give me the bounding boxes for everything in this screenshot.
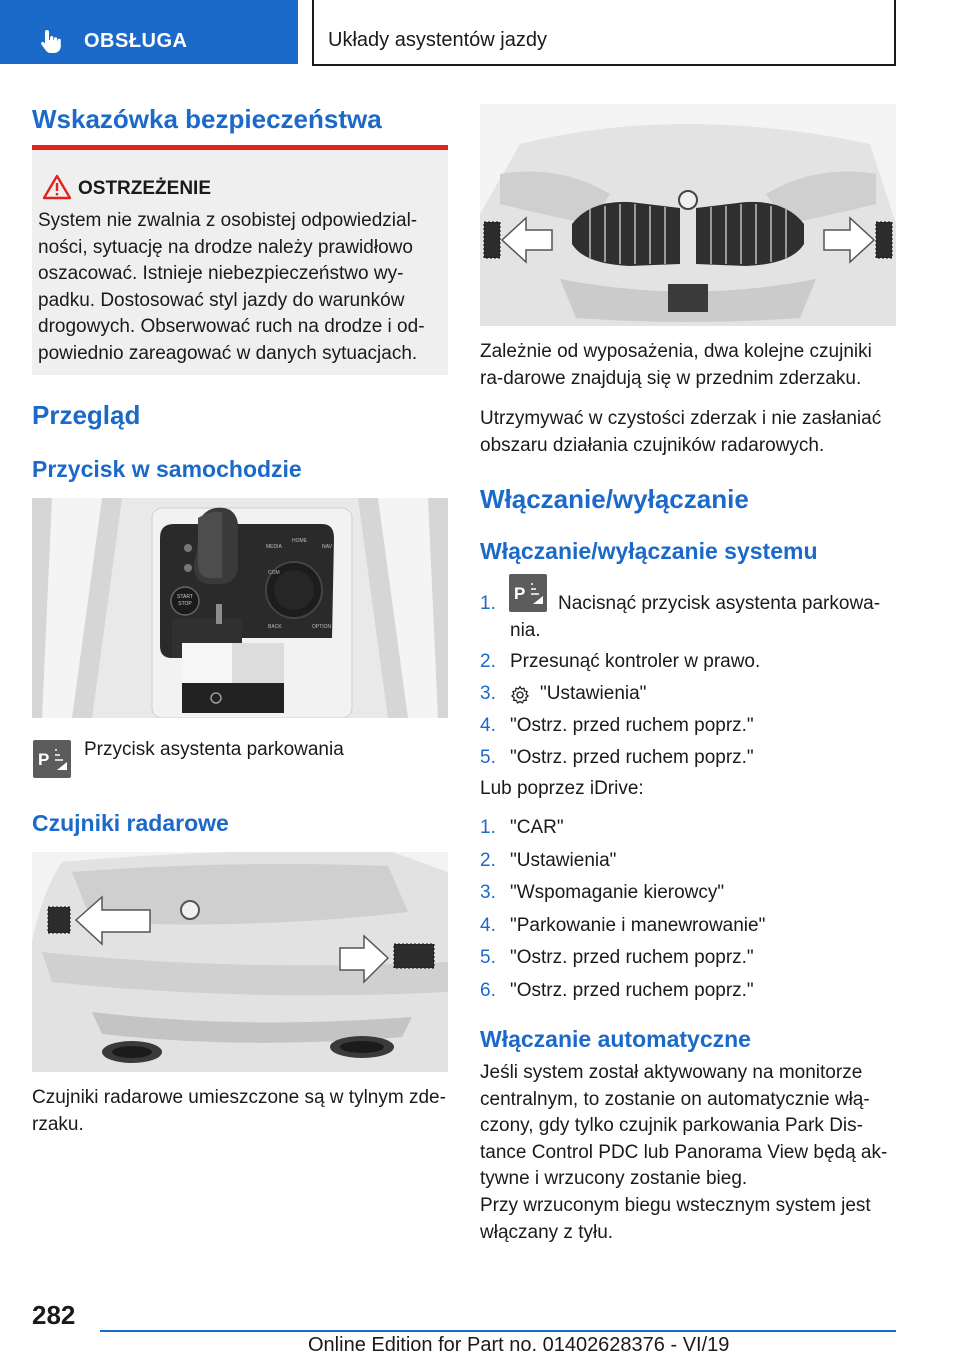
list-item	[480, 649, 900, 676]
chapter-title: Układy asystentów jazdy	[328, 29, 547, 51]
svg-text:OPTION: OPTION	[312, 624, 332, 630]
page-number: 282	[32, 1300, 76, 1330]
step-number: 4.	[480, 715, 496, 736]
rear-bumper-photo	[32, 852, 448, 1072]
front-caption: Zależnie od wyposażenia, dwa kolejne czujniki ra-darowe znajdują się w przednim zderzaku.	[480, 341, 872, 389]
overview-heading: Przegląd	[32, 400, 141, 430]
clean-text: Utrzymywać w czystości zderzak i nie zasłaniać obszaru działania czujników radarowych.	[480, 408, 882, 456]
step-number: 2.	[480, 651, 496, 672]
safety-heading: Wskazówka bezpieczeństwa	[32, 104, 382, 134]
step-text: "Ostrz. przed ruchem poprz."	[510, 979, 754, 1001]
list-item	[480, 681, 900, 708]
step-text: "Wspomaganie kierowcy"	[510, 882, 725, 903]
list-item	[480, 880, 900, 913]
button-caption: Przycisk asystenta parkowania	[84, 739, 344, 760]
step-text: "Parkowanie i manewrowanie"	[510, 914, 766, 936]
radar-heading: Czujniki radarowe	[32, 810, 229, 836]
step-text: "Ustawienia"	[510, 849, 617, 871]
list-item	[480, 978, 900, 1011]
step-text-second: nia.	[510, 619, 541, 641]
footer-edition: Online Edition for Part no. 01402628376 - VI/19	[308, 1334, 730, 1356]
list-item	[480, 848, 900, 881]
chapter-header	[312, 0, 896, 66]
warning-box	[32, 145, 448, 375]
svg-text:START: START	[177, 594, 193, 600]
step-text: "CAR"	[510, 817, 564, 838]
step-number: 4.	[480, 914, 496, 936]
svg-text:NAV: NAV	[322, 544, 332, 550]
svg-text:MEDIA: MEDIA	[266, 544, 282, 550]
list-item	[480, 913, 900, 946]
section-tab[interactable]	[0, 0, 298, 64]
step-text: "Ostrz. przed ruchem poprz."	[510, 947, 754, 968]
hand-pointer-icon	[38, 28, 64, 54]
auto-text: Jeśli system został aktywowany na monitorze centralnym, to zostanie on automatycznie włą-czony, gdy tylko czujnik parkowania Park Dis-tance Control PDC lub Panorama View będą ak-tywne i wrzucony zostanie bieg.	[480, 1062, 888, 1189]
reverse-text: Przy wrzuconym biegu wstecznym system jest włączany z tyłu.	[480, 1195, 871, 1243]
list-item	[480, 713, 900, 740]
idrive-intro: Lub poprzez iDrive:	[480, 778, 644, 799]
list-item	[480, 945, 900, 978]
onoff-heading: Włączanie/wyłączanie	[480, 484, 749, 514]
step-text-first: Nacisnąć przycisk asystenta parkowa-	[558, 593, 881, 614]
system-heading: Włączanie/wyłączanie systemu	[480, 538, 818, 564]
svg-text:HOME: HOME	[292, 538, 307, 544]
step-number: 5.	[480, 747, 496, 768]
svg-text:BACK: BACK	[268, 624, 282, 630]
radar-caption: Czujniki radarowe umieszczone są w tylnym zde-rzaku.	[32, 1087, 446, 1135]
button-heading: Przycisk w samochodzie	[32, 456, 302, 482]
gear-icon	[510, 685, 530, 705]
step-number: 3.	[480, 882, 496, 903]
step-number: 3.	[480, 683, 496, 704]
svg-text:P: P	[38, 750, 50, 769]
svg-text:STOP: STOP	[178, 601, 192, 607]
section-label: OBSŁUGA	[84, 30, 188, 52]
svg-text:COM: COM	[268, 570, 280, 576]
svg-text:P: P	[514, 584, 526, 603]
step-number: 6.	[480, 979, 496, 1001]
warning-text: System nie zwalnia z osobistej odpowiedzial-ności, sytuację na drodze należy prawidłowo oszacować. Istnieje niebezpieczeństwo wy-padku. Dostosować styl jazdy do warunków drogowych. Obserwować ruch na drodze i od-powiednio zareagować w danych sytuacjach.	[38, 210, 425, 364]
step-text: "Ostrz. przed ruchem poprz."	[510, 715, 754, 736]
step-number: 5.	[480, 947, 496, 968]
step-list	[480, 591, 900, 772]
step-number: 1.	[480, 817, 496, 838]
step-number: 1.	[480, 593, 496, 614]
step-text: "Ustawienia"	[540, 683, 647, 704]
step-text: Przesunąć kontroler w prawo.	[510, 651, 761, 672]
list-item	[480, 591, 900, 644]
warning-title: OSTRZEŻENIE	[78, 178, 212, 199]
footer-divider	[100, 1330, 896, 1332]
step-text: "Ostrz. przed ruchem poprz."	[510, 747, 754, 768]
list-item	[480, 815, 900, 848]
front-bumper-photo	[480, 104, 896, 326]
park-assist-button-icon	[33, 740, 71, 778]
list-item	[480, 745, 900, 772]
warning-triangle-icon	[42, 174, 72, 200]
idrive-step-list	[480, 815, 900, 1010]
console-photo	[32, 498, 448, 718]
auto-heading: Włączanie automatyczne	[480, 1026, 751, 1052]
step-number: 2.	[480, 849, 496, 871]
